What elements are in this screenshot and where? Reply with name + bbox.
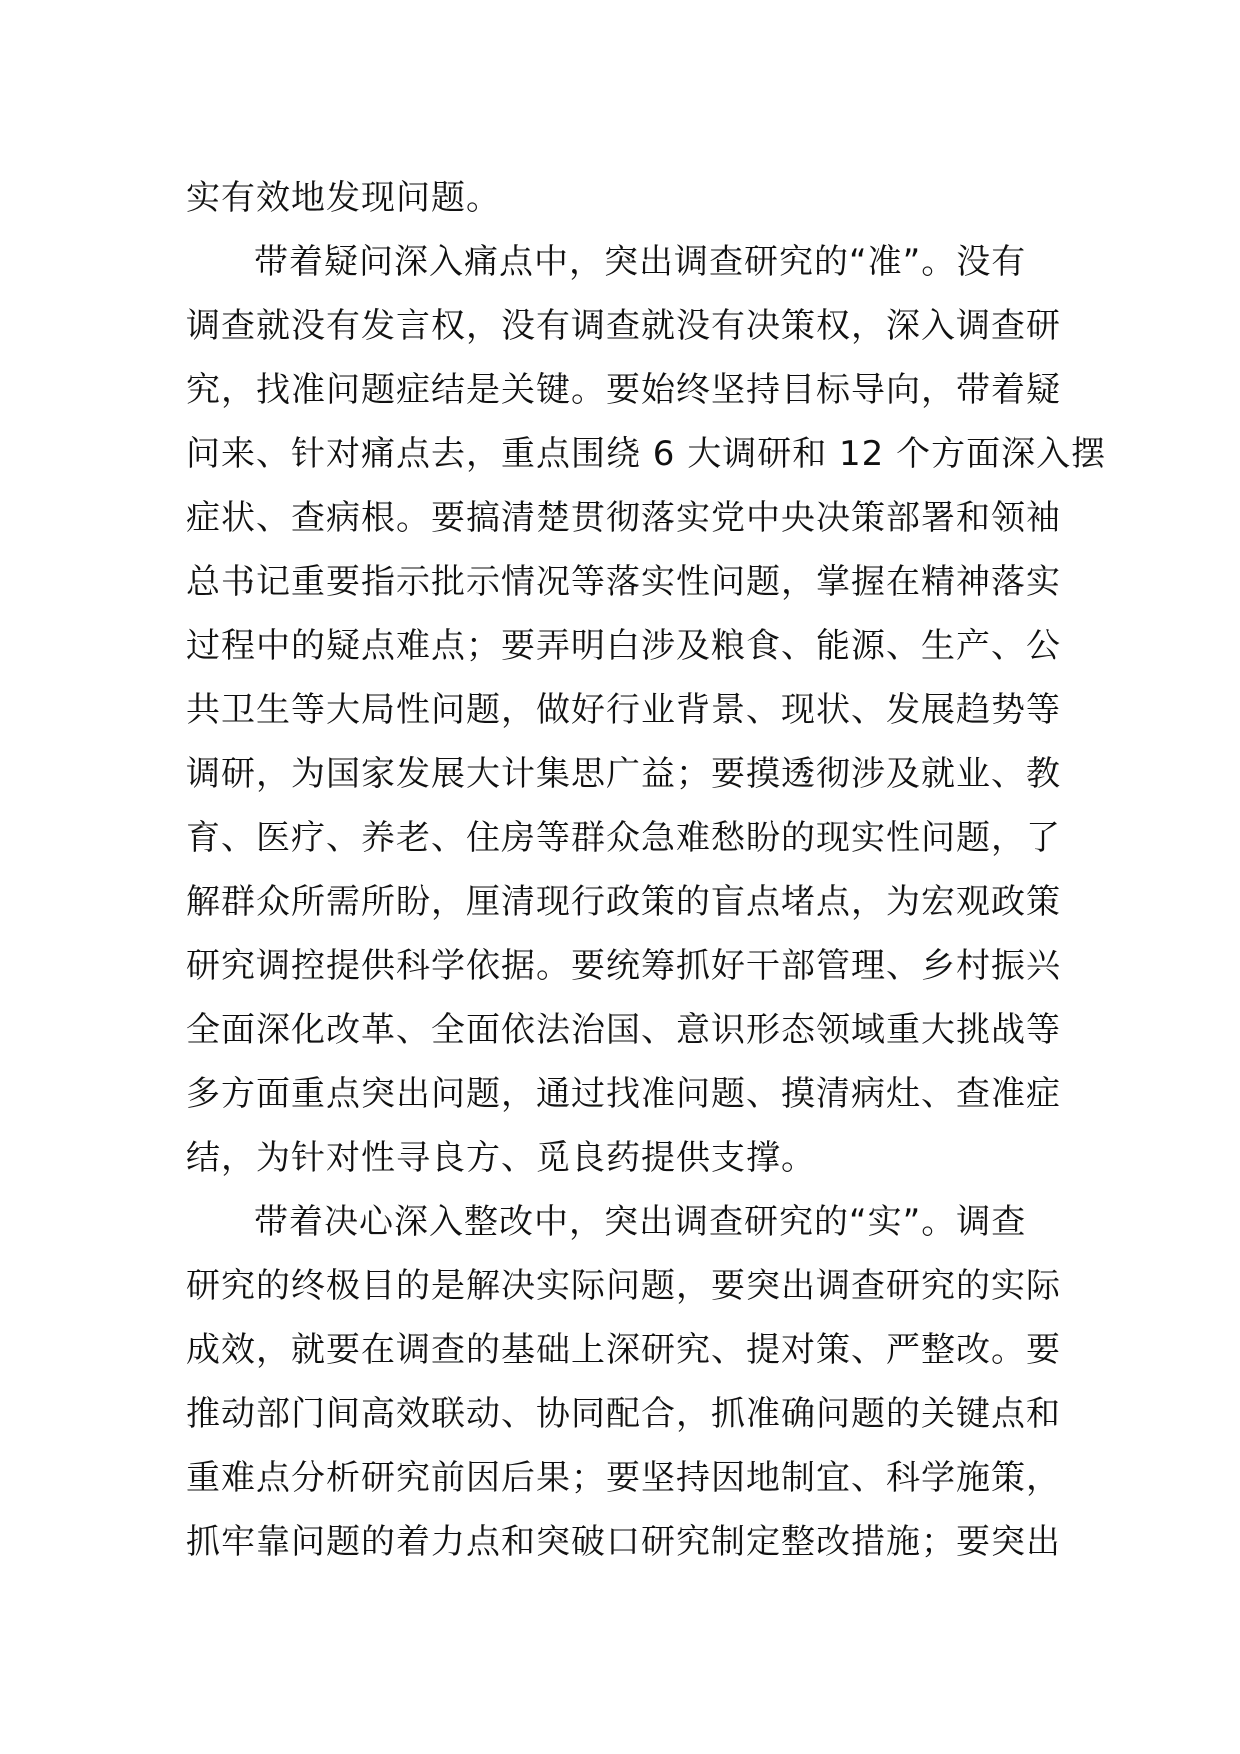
text-line: 成效，就要在调查的基础上深研究、提对策、严整改。要 <box>186 1330 1061 1370</box>
text-line: 共卫生等大局性问题，做好行业背景、现状、发展趋势等 <box>186 690 1061 730</box>
text-line: 调研，为国家发展大计集思广益；要摸透彻涉及就业、教 <box>186 754 1061 794</box>
text-line: 问来、针对痛点去，重点围绕 6 大调研和 12 个方面深入摆 <box>186 434 1107 474</box>
text-line: 调查就没有发言权，没有调查就没有决策权，深入调查研 <box>186 306 1061 346</box>
text-line: 总书记重要指示批示情况等落实性问题，掌握在精神落实 <box>186 562 1061 602</box>
text-line: 过程中的疑点难点；要弄明白涉及粮食、能源、生产、公 <box>186 626 1061 666</box>
paragraph-first-line: 带着疑问深入痛点中，突出调查研究的“准”。没有 <box>254 242 1027 282</box>
text-line: 推动部门间高效联动、协同配合，抓准确问题的关键点和 <box>186 1394 1061 1434</box>
text-line: 研究调控提供科学依据。要统筹抓好干部管理、乡村振兴 <box>186 946 1061 986</box>
text-line: 究，找准问题症结是关键。要始终坚持目标导向，带着疑 <box>186 370 1061 410</box>
document-body <box>186 166 1107 1574</box>
text-line: 症状、查病根。要搞清楚贯彻落实党中央决策部署和领袖 <box>186 498 1061 538</box>
text-line: 结，为针对性寻良方、觅良药提供支撑。 <box>186 1138 816 1178</box>
text-line: 全面深化改革、全面依法治国、意识形态领域重大挑战等 <box>186 1010 1061 1050</box>
text-line: 研究的终极目的是解决实际问题，要突出调查研究的实际 <box>186 1266 1061 1306</box>
text-line: 解群众所需所盼，厘清现行政策的盲点堵点，为宏观政策 <box>186 882 1061 922</box>
paragraph-first-line: 带着决心深入整改中，突出调查研究的“实”。调查 <box>254 1202 1027 1242</box>
text-line: 育、医疗、养老、住房等群众急难愁盼的现实性问题，了 <box>186 818 1061 858</box>
text-line: 多方面重点突出问题，通过找准问题、摸清病灶、查准症 <box>186 1074 1061 1114</box>
text-line: 实有效地发现问题。 <box>186 178 501 218</box>
text-line: 抓牢靠问题的着力点和突破口研究制定整改措施；要突出 <box>186 1522 1061 1562</box>
text-line: 重难点分析研究前因后果；要坚持因地制宜、科学施策， <box>186 1458 1061 1498</box>
